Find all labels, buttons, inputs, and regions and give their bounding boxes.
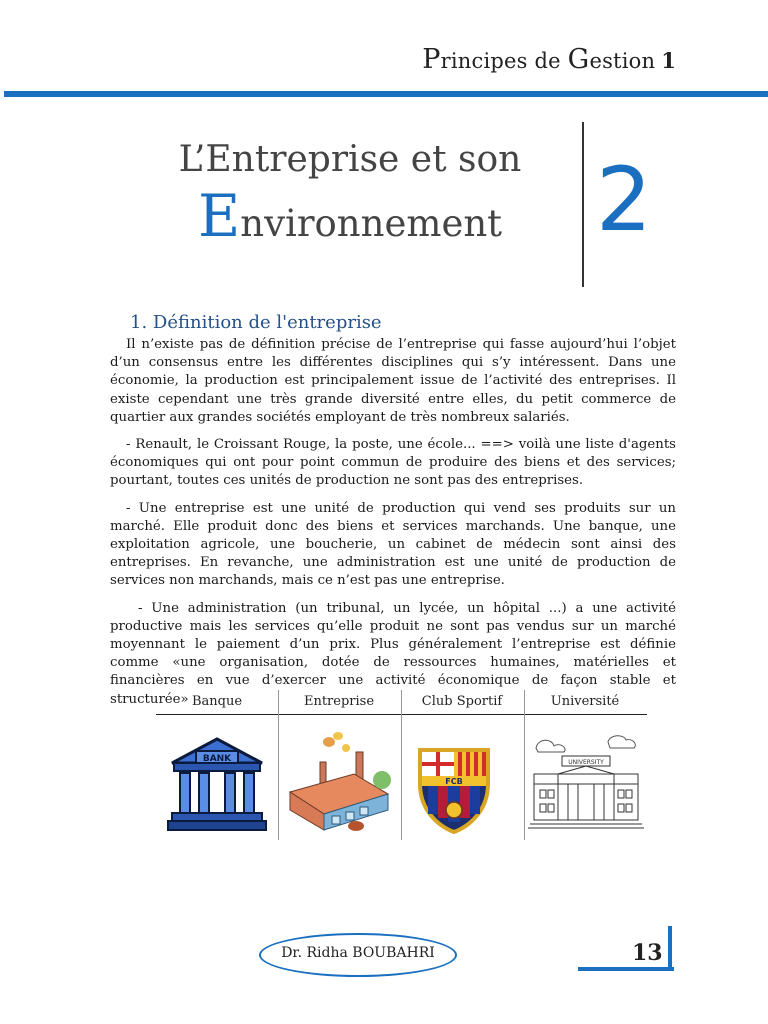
paragraph: - Renault, le Croissant Rouge, la poste, une école... ==> voilà une liste d'agents économiques qui ont pour point commun de produire des biens et des services; pourtant, toutes ces unités de production ne sont pas des entreprises. <box>110 437 676 489</box>
header-initial-g: G <box>567 44 590 75</box>
chapter-title-initial: E <box>197 182 241 250</box>
header-initial-p: P <box>422 44 441 75</box>
header-text-1: rincipes de <box>440 49 568 73</box>
chapter-title <box>130 138 570 254</box>
footer-bar <box>668 926 672 970</box>
section-heading: 1. Définition de l'entreprise <box>130 312 382 333</box>
body-text <box>110 336 676 718</box>
figure-column-header: Entreprise <box>303 694 375 709</box>
footer-rule <box>578 967 674 971</box>
chapter-title-line-2 <box>130 182 570 254</box>
bank-sign-text: BANK <box>202 754 232 764</box>
chapter-title-line-1: L’Entreprise et son <box>178 139 522 180</box>
figure-column-divider <box>278 690 279 840</box>
figure-column-divider <box>524 690 525 840</box>
running-header <box>422 44 676 75</box>
page-number: 13 <box>632 940 663 966</box>
paragraph: - Une entreprise est une unité de production qui vend ses produits sur un marché. Elle produit donc des biens et services marchands. Une banque, une exploitation agricole, une boucherie, un cabinet de médecin sont ainsi des entreprises. En revanche, une administration est une unité de production de services non marchands, mais ce n’est pas une entreprise. <box>110 500 676 589</box>
paragraph: Il n’existe pas de définition précise de l’entreprise qui fasse aujourd’hui l’objet d’un consensus entre les différentes disciplines qui s’y intéressent. Dans une économie, la production est principalement issue de l’activité des entreprises. Il existe cependant une très grande diversité entre elles, du petit commerce de quartier aux grandes sociétés employant de très nombreux salariés. <box>110 337 676 425</box>
club-initials: FCB <box>445 777 463 786</box>
figure-column-header: Université <box>550 694 620 709</box>
header-rule <box>4 91 768 97</box>
factory-icon <box>284 722 396 838</box>
figure-column-header: Club Sportif <box>421 694 503 709</box>
chapter-title-rest: nvironnement <box>240 202 503 245</box>
university-building-icon <box>528 728 644 832</box>
header-volume-number: 1 <box>661 48 676 73</box>
footer-author: Dr. Ridha BOUBAHRI <box>281 945 435 961</box>
figure-column-header: Banque <box>191 694 243 709</box>
chapter-divider <box>582 122 584 287</box>
university-sign-text: UNIVERSITY <box>568 759 604 766</box>
bank-building-icon <box>166 735 268 835</box>
figure-column-divider <box>401 690 402 840</box>
club-crest-icon <box>414 744 494 834</box>
chapter-number: 2 <box>596 148 652 251</box>
header-text-2: estion <box>589 49 656 73</box>
paragraph: - Une administration (un tribunal, un lycée, un hôpital ...) a une activité productive mais les services qu’elle produit ne sont pas vendus sur un marché moyennant le paiement d’un prix. Plus généralement l’entreprise est définie comme «une organisation, dotée de ressources humaines, matérielles et financières en vue d’exercer une activité économique de façon stable et structurée» <box>110 600 676 707</box>
